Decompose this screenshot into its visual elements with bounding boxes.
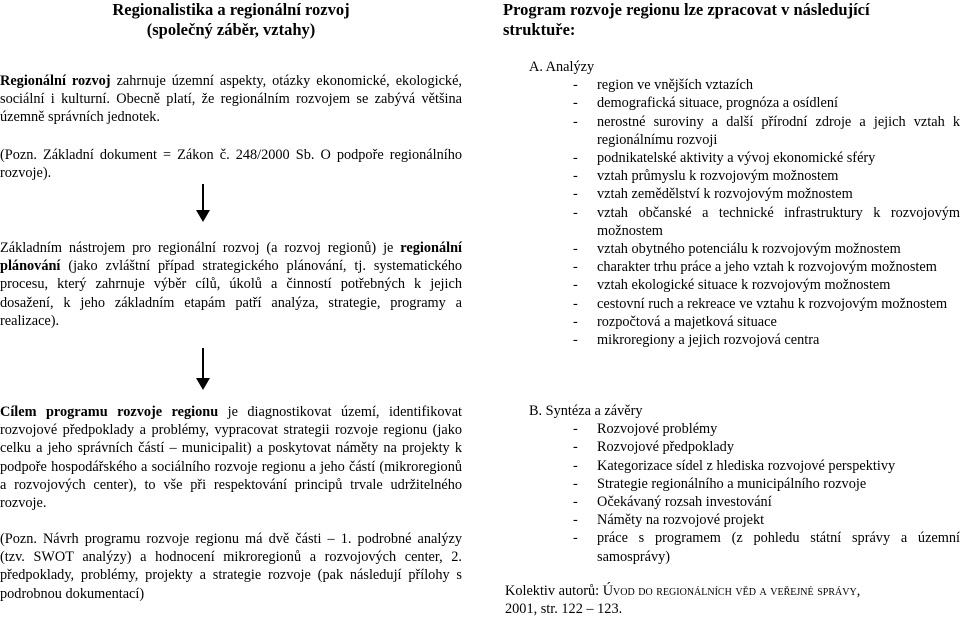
list-item: - Očekávaný rozsah investování [503,493,960,511]
citation [505,582,960,618]
list-item: - Strategie regionálního a municipálního rozvoje [503,475,960,493]
list-item: - vztah ekologické situace k rozvojovým možnostem [503,276,960,294]
list-item: - vztah zemědělství k rozvojovým možnostem [503,185,960,203]
list-item: - Rozvojové problémy [503,420,960,438]
section-b [529,402,960,566]
paragraph-regional-planning-text-b: (jako zvláštní případ strategického plánování, tj. systematického procesu, který zahrnuje výběr cílů, úkolů a činností potřebných k jejich dosažení, k jeho základním etapám patří analýza, strategie, programy a realizace). [0,258,462,329]
paragraph-regional-planning-text-a: Základním nástrojem pro regionální rozvoj (a rozvoj regionů) je [0,240,401,256]
left-title-line1: Regionalistika a regionální rozvoj [112,0,350,19]
list-item: - Náměty na rozvojové projekt [503,511,960,529]
list-item: - práce s programem (z pohledu státní správy a územní samosprávy) [503,529,960,565]
term-regional-development: Regionální rozvoj [0,73,111,89]
citation-comma: , [856,583,861,599]
list-item: - podnikatelské aktivity a vývoj ekonomické sféry [503,149,960,167]
right-title: Program rozvoje regionu lze zpracovat v následující struktuře: [503,0,870,39]
list-item: - demografická situace, prognóza a osídlení [503,94,960,112]
list-item: - mikroregiony a jejich rozvojová centra [503,331,960,349]
paragraph-program-goal-text: je diagnostikovat území, identifikovat rozvojové předpoklady a problémy, vypracovat strategii rozvoje regionu (jako celku a jeho správních částí – municipalit) a poskytovat náměty na projekty k podpoře hospodářského a sociálního rozvoje regionu a jeho částí (mikroregionů a rozvojových center), to vše při respektování principů trvale udržitelného rozvoje. [0,404,463,512]
section-a-title: A. Analýzy [529,59,595,75]
paragraph-regional-development [0,72,462,127]
citation-pages: 2001, str. 122 – 123. [505,601,623,618]
list-item: - vztah občanské a technické infrastruktury k rozvojovým možnostem [503,204,960,240]
left-title [0,0,462,40]
section-b-list [503,420,960,566]
citation-title: Úvod do regionálních věd a veřejné správy [602,583,857,599]
paragraph-program-goal [0,403,462,512]
list-item: - charakter trhu práce a jeho vztah k rozvojovým možnostem [503,258,960,276]
list-item: - cestovní ruch a rekreace ve vztahu k rozvojovým možnostem [503,295,960,313]
list-item: - nerostné suroviny a další přírodní zdroje a jejich vztah k regionálnímu rozvoji [503,113,960,149]
list-item: - vztah obytného potenciálu k rozvojovým možnostem [503,240,960,258]
note-program-parts-text: (Pozn. Návrh programu rozvoje regionu má dvě části – 1. podrobné analýzy (tzv. SWOT analýzy) a hodnocení mikroregionů a rozvojových center, 2. předpoklady, problémy, projekty a strategie rozvoje (pak následují přílohy s podrobnou dokumentací) [0,531,462,602]
section-a-list [503,76,960,349]
section-b-title: B. Syntéza a závěry [529,403,643,419]
left-title-line2: (společný záběr, vztahy) [146,20,316,39]
list-item: - vztah průmyslu k rozvojovým možnostem [503,167,960,185]
note-program-parts [0,530,462,603]
left-column [0,0,463,602]
list-item: - rozpočtová a majetková situace [503,313,960,331]
term-regional-planning: regionální plánování [0,240,462,275]
paragraph-regional-planning [0,239,462,330]
list-item: - Rozvojové předpoklady [503,438,960,456]
list-item: - region ve vnějších vztazích [503,76,960,94]
note-law-text: (Pozn. Základní dokument = Zákon č. 248/2000 Sb. O podpoře regionálního rozvoje). [0,147,462,182]
arrow-down-icon [196,348,210,390]
list-item: - Kategorizace sídel z hlediska rozvojové perspektivy [503,457,960,475]
citation-authors: Kolektiv autorů: [505,583,603,599]
section-a [529,58,960,349]
paragraph-regional-development-text: zahrnuje územní aspekty, otázky ekonomické, ekologické, sociální i kulturní. Obecně platí, že regionálním rozvojem se zabývá většina územně správních jednotek. [0,73,462,126]
right-column [503,0,960,618]
arrow-down-icon [196,184,210,222]
note-law [0,146,462,182]
term-program-goal: Cílem programu rozvoje regionu [0,404,219,420]
